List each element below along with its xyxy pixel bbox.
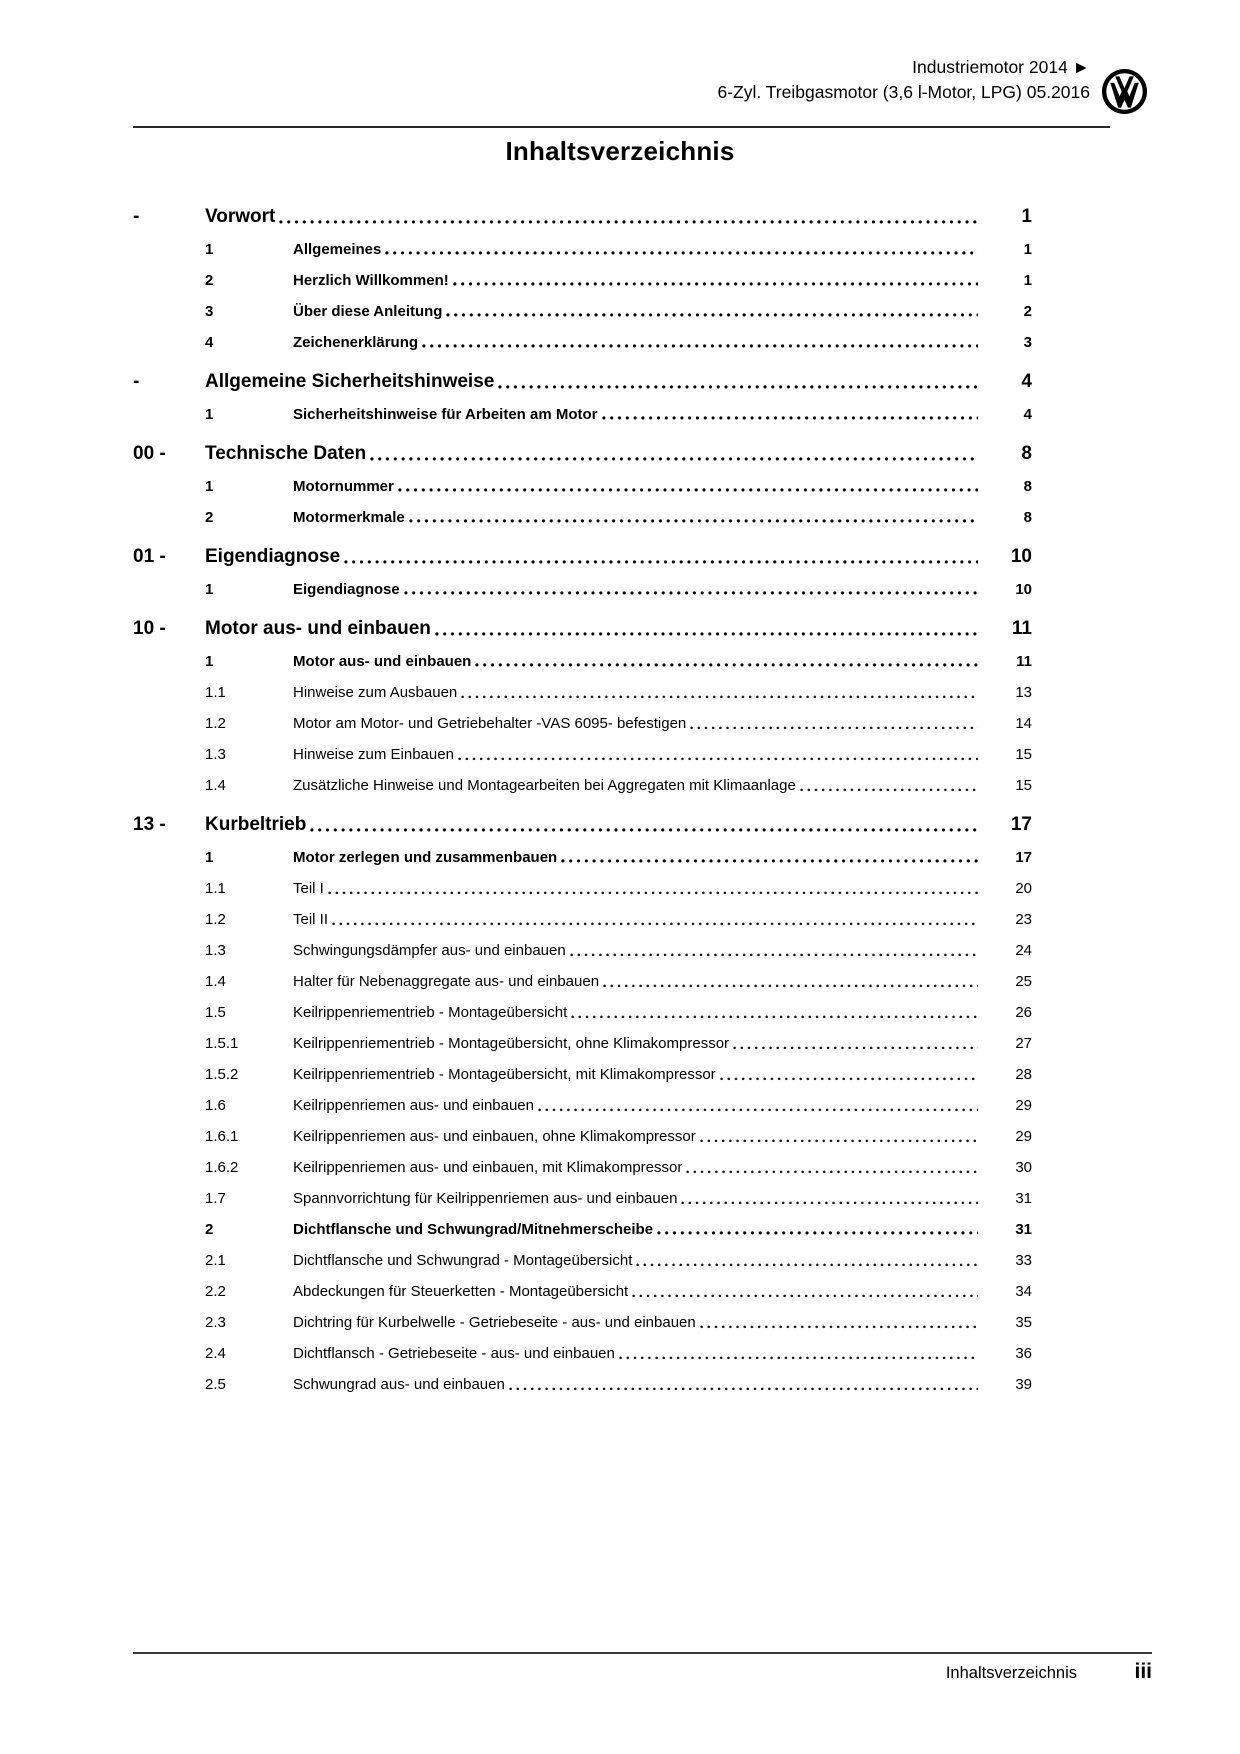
dot-leader [422, 344, 978, 348]
toc-section-row[interactable] [133, 365, 1032, 399]
entry-number: 2.2 [205, 1283, 226, 1300]
entry-number: 2.1 [205, 1252, 226, 1269]
entry-number: 4 [205, 334, 214, 351]
dot-leader [458, 757, 978, 761]
toc-entry-row[interactable] [133, 1276, 1032, 1307]
entry-title: Keilrippenriementrieb - Montageübersicht, ohne Klimakompressor [293, 1035, 730, 1052]
page-number: 8 [1021, 443, 1032, 464]
page-number: 25 [1015, 973, 1032, 990]
dot-leader [446, 313, 978, 317]
page-number: 29 [1015, 1097, 1032, 1114]
entry-title: Keilrippenriemen aus- und einbauen, mit Klimakompressor [293, 1159, 683, 1176]
entry-number: 1 [205, 581, 214, 598]
entry-number: 1.4 [205, 973, 226, 990]
toc-section-row[interactable] [133, 200, 1032, 234]
page-number: 29 [1015, 1128, 1032, 1145]
dot-leader [636, 1263, 978, 1267]
dot-leader [409, 519, 978, 523]
section-label: - [133, 206, 140, 227]
section-title: Kurbeltrieb [205, 814, 307, 835]
entry-title: Dichtflansche und Schwungrad - Montageübersicht [293, 1252, 633, 1269]
toc-entry-row[interactable] [133, 873, 1032, 904]
toc-entry-row[interactable] [133, 1059, 1032, 1090]
dot-leader [800, 788, 978, 792]
entry-title: Keilrippenriementrieb - Montageübersicht, mit Klimakompressor [293, 1066, 716, 1083]
dot-leader [619, 1356, 978, 1360]
page-title: Inhaltsverzeichnis [505, 136, 735, 166]
dot-leader [310, 828, 978, 832]
entry-number: 1.2 [205, 715, 226, 732]
page-number: 33 [1015, 1252, 1032, 1269]
page-number: 17 [1015, 849, 1032, 866]
page-number: 4 [1023, 406, 1032, 423]
entry-title: Zusätzliche Hinweise und Montagearbeiten bei Aggregaten mit Klimaanlage [293, 777, 796, 794]
entry-title: Eigendiagnose [293, 581, 400, 598]
entry-number: 1 [205, 406, 214, 423]
toc-entry-row[interactable] [133, 842, 1032, 873]
toc-entry-row[interactable] [133, 1307, 1032, 1338]
entry-number: 1 [205, 653, 214, 670]
page-number: 26 [1015, 1004, 1032, 1021]
entry-number: 1 [205, 478, 214, 495]
entry-title: Dichtflansch - Getriebeseite - aus- und einbauen [293, 1345, 615, 1362]
toc-entry-row[interactable] [133, 677, 1032, 708]
page-number: 1 [1023, 272, 1032, 289]
page-number: 1 [1021, 206, 1032, 227]
page-number: 36 [1015, 1345, 1032, 1362]
dot-leader [328, 891, 978, 895]
dot-leader [700, 1139, 978, 1143]
entry-title: Halter für Nebenaggregate aus- und einbauen [293, 973, 600, 990]
section-title: Vorwort [205, 206, 276, 227]
entry-number: 1.3 [205, 942, 226, 959]
header-line1: Industriemotor 2014 ► [912, 57, 1090, 77]
section-label: - [133, 371, 140, 392]
dot-leader [632, 1294, 978, 1298]
dot-leader [498, 385, 978, 389]
toc-entry-row[interactable] [133, 1369, 1032, 1400]
entry-title: Zeichenerklärung [293, 334, 419, 351]
dot-leader [602, 416, 978, 420]
toc-entry-row[interactable] [133, 1245, 1032, 1276]
section-label: 01 - [133, 546, 166, 567]
dot-leader [733, 1046, 978, 1050]
toc-entry-row[interactable] [133, 904, 1032, 935]
toc-entry-row[interactable] [133, 1214, 1032, 1245]
page-number: 8 [1023, 478, 1032, 495]
toc-section-row[interactable] [133, 540, 1032, 574]
dot-leader [344, 560, 978, 564]
section-title: Technische Daten [205, 443, 367, 464]
page-header [717, 55, 1090, 105]
page-number: 11 [1016, 653, 1032, 670]
section-title: Allgemeine Sicherheitshinweise [205, 371, 495, 392]
entry-title: Dichtring für Kurbelwelle - Getriebeseite - aus- und einbauen [293, 1314, 696, 1331]
section-label: 10 - [133, 618, 166, 639]
toc-entry-row[interactable] [133, 327, 1032, 358]
page-number: 11 [1011, 618, 1032, 639]
dot-leader [404, 591, 978, 595]
entry-title: Spannvorrichtung für Keilrippenriemen aus- und einbauen [293, 1190, 678, 1207]
toc-entry-row[interactable] [133, 1152, 1032, 1183]
dot-leader [398, 488, 978, 492]
entry-title: Teil I [293, 880, 324, 897]
entry-number: 1.5.2 [205, 1066, 239, 1083]
page-number: 15 [1015, 746, 1032, 763]
toc-entry-row[interactable] [133, 646, 1032, 677]
entry-number: 2.4 [205, 1345, 226, 1362]
entry-title: Keilrippenriemen aus- und einbauen, ohne Klimakompressor [293, 1128, 696, 1145]
dot-leader [690, 726, 978, 730]
dot-leader [385, 251, 978, 255]
toc-entry-row[interactable] [133, 1028, 1032, 1059]
entry-number: 1.1 [205, 880, 226, 897]
toc-entry-row[interactable] [133, 1183, 1032, 1214]
footer-page-number: iii [1134, 1660, 1152, 1683]
entry-number: 2 [205, 272, 214, 289]
dot-leader [370, 457, 978, 461]
entry-title: Motor zerlegen und zusammenbauen [293, 849, 558, 866]
dot-leader [570, 953, 978, 957]
page-number: 31 [1015, 1221, 1032, 1238]
toc-entry-row[interactable] [133, 966, 1032, 997]
page-number: 39 [1015, 1376, 1032, 1393]
entry-title: Motor aus- und einbauen [293, 653, 472, 670]
toc-entry-row[interactable] [133, 770, 1032, 801]
page-number: 27 [1015, 1035, 1032, 1052]
entry-number: 1.6.1 [205, 1128, 239, 1145]
page-number: 30 [1015, 1159, 1032, 1176]
entry-number: 1.6.2 [205, 1159, 239, 1176]
dot-leader [657, 1231, 978, 1235]
toc-entry-row[interactable] [133, 574, 1032, 605]
entry-title: Allgemeines [293, 241, 382, 258]
entry-title: Keilrippenriemen aus- und einbauen [293, 1097, 534, 1114]
entry-title: Teil II [293, 911, 329, 928]
dot-leader [475, 663, 978, 667]
toc-entry-row[interactable] [133, 471, 1032, 502]
toc-entry-row[interactable] [133, 935, 1032, 966]
entry-number: 3 [205, 303, 214, 320]
entry-title: Hinweise zum Einbauen [293, 746, 454, 763]
page-number: 20 [1015, 880, 1032, 897]
header-line2: 6-Zyl. Treibgasmotor (3,6 l-Motor, LPG) 05.2016 [717, 82, 1090, 102]
page-number: 1 [1023, 241, 1032, 258]
toc-entry-row[interactable] [133, 997, 1032, 1028]
page-number: 8 [1023, 509, 1032, 526]
toc-entry-row[interactable] [133, 708, 1032, 739]
dot-leader [700, 1325, 978, 1329]
entry-number: 1.5 [205, 1004, 226, 1021]
entry-number: 1 [205, 849, 214, 866]
page-number: 13 [1015, 684, 1032, 701]
entry-number: 1.1 [205, 684, 226, 701]
dot-leader [561, 859, 978, 863]
vw-logo-icon [1101, 68, 1148, 115]
entry-number: 1.3 [205, 746, 226, 763]
page-number: 31 [1015, 1190, 1032, 1207]
toc-section-row[interactable] [133, 808, 1032, 842]
page-number: 24 [1015, 942, 1032, 959]
page-number: 35 [1015, 1314, 1032, 1331]
toc-entry-row[interactable] [133, 1121, 1032, 1152]
entry-number: 2 [205, 1221, 214, 1238]
footer-divider [133, 1652, 1152, 1654]
entry-title: Abdeckungen für Steuerketten - Montageübersicht [293, 1283, 629, 1300]
dot-leader [461, 695, 978, 699]
toc-entry-row[interactable] [133, 234, 1032, 265]
entry-number: 1.4 [205, 777, 226, 794]
entry-title: Schwingungsdämpfer aus- und einbauen [293, 942, 566, 959]
dot-leader [538, 1108, 978, 1112]
toc-entry-row[interactable] [133, 296, 1032, 327]
dot-leader [435, 632, 978, 636]
section-label: 00 - [133, 443, 166, 464]
entry-number: 2.3 [205, 1314, 226, 1331]
entry-title: Herzlich Willkommen! [293, 272, 449, 289]
entry-title: Motor am Motor- und Getriebehalter -VAS 6095- befestigen [293, 715, 687, 732]
toc-entry-row[interactable] [133, 399, 1032, 430]
page-number: 28 [1015, 1066, 1032, 1083]
page-number: 23 [1015, 911, 1032, 928]
dot-leader [720, 1077, 978, 1081]
toc-entry-row[interactable] [133, 502, 1032, 533]
entry-number: 2 [205, 509, 214, 526]
dot-leader [603, 984, 978, 988]
entry-title: Über diese Anleitung [293, 303, 443, 320]
dot-leader [571, 1015, 978, 1019]
toc-entry-row[interactable] [133, 1338, 1032, 1369]
toc-section-row[interactable] [133, 612, 1032, 646]
page-number: 2 [1023, 303, 1032, 320]
footer [133, 1660, 1152, 1684]
dot-leader [453, 282, 978, 286]
entry-title: Schwungrad aus- und einbauen [293, 1376, 505, 1393]
dot-leader [686, 1170, 978, 1174]
entry-number: 1.7 [205, 1190, 226, 1207]
entry-title: Motormerkmale [293, 509, 405, 526]
entry-title: Motornummer [293, 478, 394, 495]
entry-title: Sicherheitshinweise für Arbeiten am Motor [293, 406, 598, 423]
page-number: 4 [1021, 371, 1032, 392]
page-number: 3 [1023, 334, 1032, 351]
toc-entry-row[interactable] [133, 265, 1032, 296]
entry-title: Keilrippenriementrieb - Montageübersicht [293, 1004, 568, 1021]
footer-label: Inhaltsverzeichnis [945, 1664, 1077, 1682]
entry-title: Hinweise zum Ausbauen [293, 684, 458, 701]
page-number: 17 [1010, 814, 1032, 835]
page-number: 10 [1015, 581, 1032, 598]
toc-entry-row[interactable] [133, 739, 1032, 770]
dot-leader [509, 1387, 978, 1391]
page-number: 10 [1010, 546, 1032, 567]
dot-leader [279, 220, 978, 224]
entry-number: 2.5 [205, 1376, 226, 1393]
header-divider [133, 126, 1110, 128]
section-title: Eigendiagnose [205, 546, 341, 567]
toc [133, 193, 1032, 1400]
entry-number: 1.5.1 [205, 1035, 239, 1052]
section-title: Motor aus- und einbauen [205, 618, 431, 639]
entry-number: 1.2 [205, 911, 226, 928]
section-label: 13 - [133, 814, 166, 835]
page-number: 15 [1015, 777, 1032, 794]
dot-leader [681, 1201, 978, 1205]
entry-number: 1 [205, 241, 214, 258]
entry-title: Dichtflansche und Schwungrad/Mitnehmerscheibe [293, 1221, 654, 1238]
page-number: 14 [1015, 715, 1032, 732]
entry-number: 1.6 [205, 1097, 226, 1114]
toc-entry-row[interactable] [133, 1090, 1032, 1121]
toc-section-row[interactable] [133, 437, 1032, 471]
page-number: 34 [1015, 1283, 1032, 1300]
dot-leader [332, 922, 978, 926]
